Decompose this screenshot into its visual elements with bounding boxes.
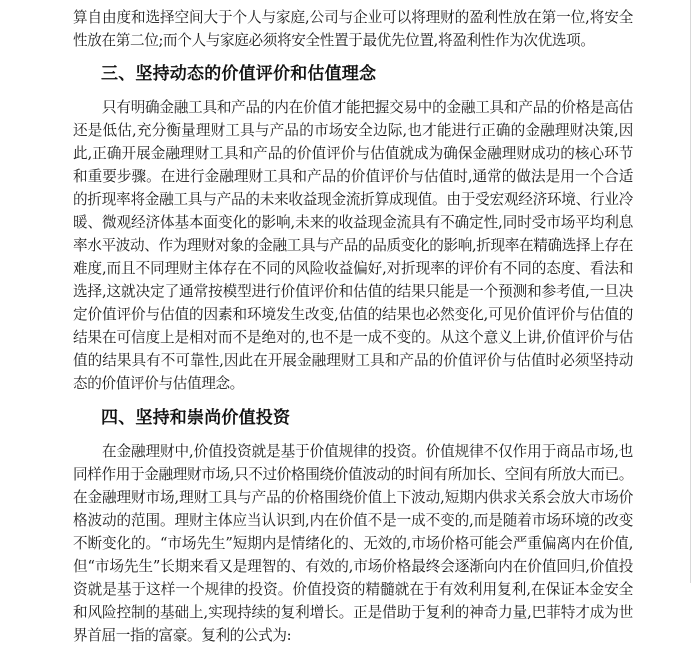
paragraph-line: 不断变化的。“市场先生”短期内是情绪化的、无效的,市场价格可能会严重偏离内在价值, <box>73 535 633 552</box>
paragraph-line: 暖、微观经济体基本面变化的影响,未来的收益现金流具有不确定性,同时受市场平均利息 <box>73 214 633 231</box>
paragraph-line: 率水平波动、作为理财对象的金融工具与产品的品质变化的影响,折现率在精确选择上存在 <box>73 237 633 254</box>
section-heading-3: 三、坚持动态的价值评价和估值理念 <box>101 64 377 84</box>
paragraph-line: 选择,这就决定了通常按模型进行价值评价和估值的结果只能是一个预测和参考值,一旦决 <box>73 283 633 300</box>
section-heading-4: 四、坚持和崇尚价值投资 <box>101 408 291 428</box>
paragraph-line: 难度,而且不同理财主体存在不同的风险收益偏好,对折现率的评价有不同的态度、看法和 <box>73 260 633 277</box>
paragraph-line: 值的结果具有不可靠性,因此在开展金融理财工具和产品的价值评价与估值时必须坚持动 <box>73 352 633 369</box>
paragraph-line: 结果在可信度上是相对而不是绝对的,也不是一成不变的。从这个意义上讲,价值评价与估 <box>73 329 633 346</box>
paragraph-line: 资就是基于这样一个规律的投资。价值投资的精髓就在于有效利用复利,在保证本金安全 <box>73 581 633 598</box>
paragraph-line: 性放在第二位;而个人与家庭必须将安全性置于最优先位置,将盈利性作为次优选项。 <box>73 32 595 49</box>
paragraph-line: 在金融理财市场,理财工具与产品的价格围绕价值上下波动,短期内供求关系会放大市场价 <box>73 489 633 506</box>
paragraph-line: 只有明确金融工具和产品的内在价值才能把握交易中的金融工具和产品的价格是高估 <box>102 99 633 116</box>
paragraph-line: 和风险控制的基础上,实现持续的复利增长。正是借助于复利的神奇力量,巴菲特才成为世 <box>73 604 633 621</box>
paragraph-line: 在金融理财中,价值投资就是基于价值规律的投资。价值规律不仅作用于商品市场,也 <box>102 443 633 460</box>
paragraph-line: 的折现率将金融工具与产品的未来收益现金流折算成现值。由于受宏观经济环境、行业冷 <box>73 191 633 208</box>
paragraph-line: 同样作用于金融理财市场,只不过价格围绕价值波动的时间有所加长、空间有所放大而已。 <box>73 466 633 483</box>
paragraph-line: 但“市场先生”长期来看又是理智的、有效的,市场价格最终会逐渐向内在价值回归,价值投 <box>73 558 633 575</box>
paragraph-line: 定价值评价与估值的因素和环境发生改变,估值的结果也必然变化,可见价值评价与估值的 <box>73 306 633 323</box>
paragraph-line: 界首屈一指的富豪。复利的公式为: <box>73 627 292 644</box>
paragraph-line: 此,正确开展金融理财工具和产品的价值评价与估值就成为确保金融理财成功的核心环节 <box>73 145 633 162</box>
paragraph-line: 和重要步骤。在进行金融理财工具和产品的价值评价与估值时,通常的做法是用一个合适 <box>73 168 633 185</box>
paragraph-line: 格波动的范围。理财主体应当认识到,内在价值不是一成不变的,而是随着市场环境的改变 <box>73 512 633 529</box>
paragraph-line: 还是低估,充分衡量理财工具与产品的市场安全边际,也才能进行正确的金融理财决策,因 <box>73 122 633 139</box>
paragraph-line: 算自由度和选择空间大于个人与家庭,公司与企业可以将理财的盈利性放在第一位,将安全 <box>73 9 633 26</box>
paragraph-line: 态的价值评价与估值理念。 <box>73 375 244 392</box>
